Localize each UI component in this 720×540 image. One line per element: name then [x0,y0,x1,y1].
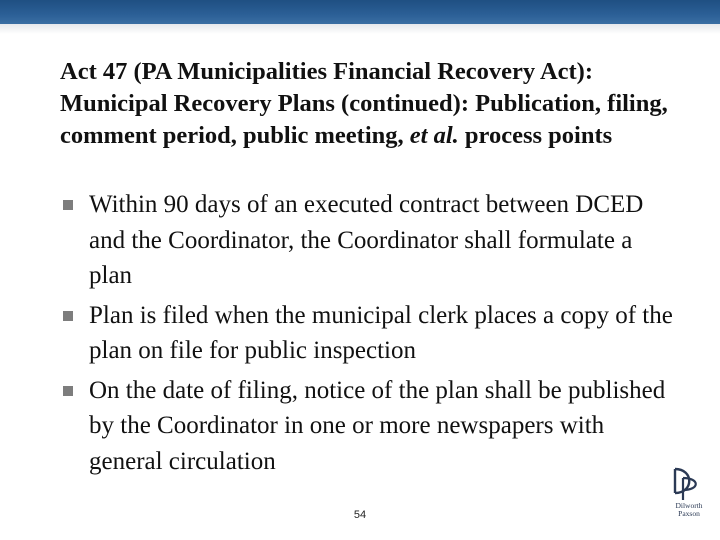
title-text-end: process points [458,122,613,149]
logo-line-1: Dilworth [675,501,703,510]
square-bullet-icon [63,200,73,210]
bullet-text: On the date of filing, notice of the plan shall be published by the Coordinator in one or more newspapers with general circulation [89,376,666,475]
bullet-text: Within 90 days of an executed contract between DCED and the Coordinator, the Coordinator shall formulate a plan [89,191,644,289]
square-bullet-icon [63,311,73,321]
bullet-text: Plan is filed when the municipal clerk places a copy of the plan on file for public inspection [89,301,673,364]
title-italic-text: et al. [409,122,459,149]
bullet-item [60,298,680,369]
bullet-item [60,187,680,294]
slide-title [60,56,700,152]
page-number: 54 [353,509,367,521]
bullet-list [60,187,680,483]
square-bullet-icon [63,386,73,396]
logo-wordmark [666,502,712,518]
logo-line-2: Paxson [678,509,700,518]
header-bar [0,0,720,24]
title-text: Act 47 (PA Municipalities Financial Recovery Act): Municipal Recovery Plans (continued): Publication, filing, comment period, public meeting, [60,58,668,149]
header-bar-shadow [0,24,720,34]
bullet-item [60,373,680,480]
